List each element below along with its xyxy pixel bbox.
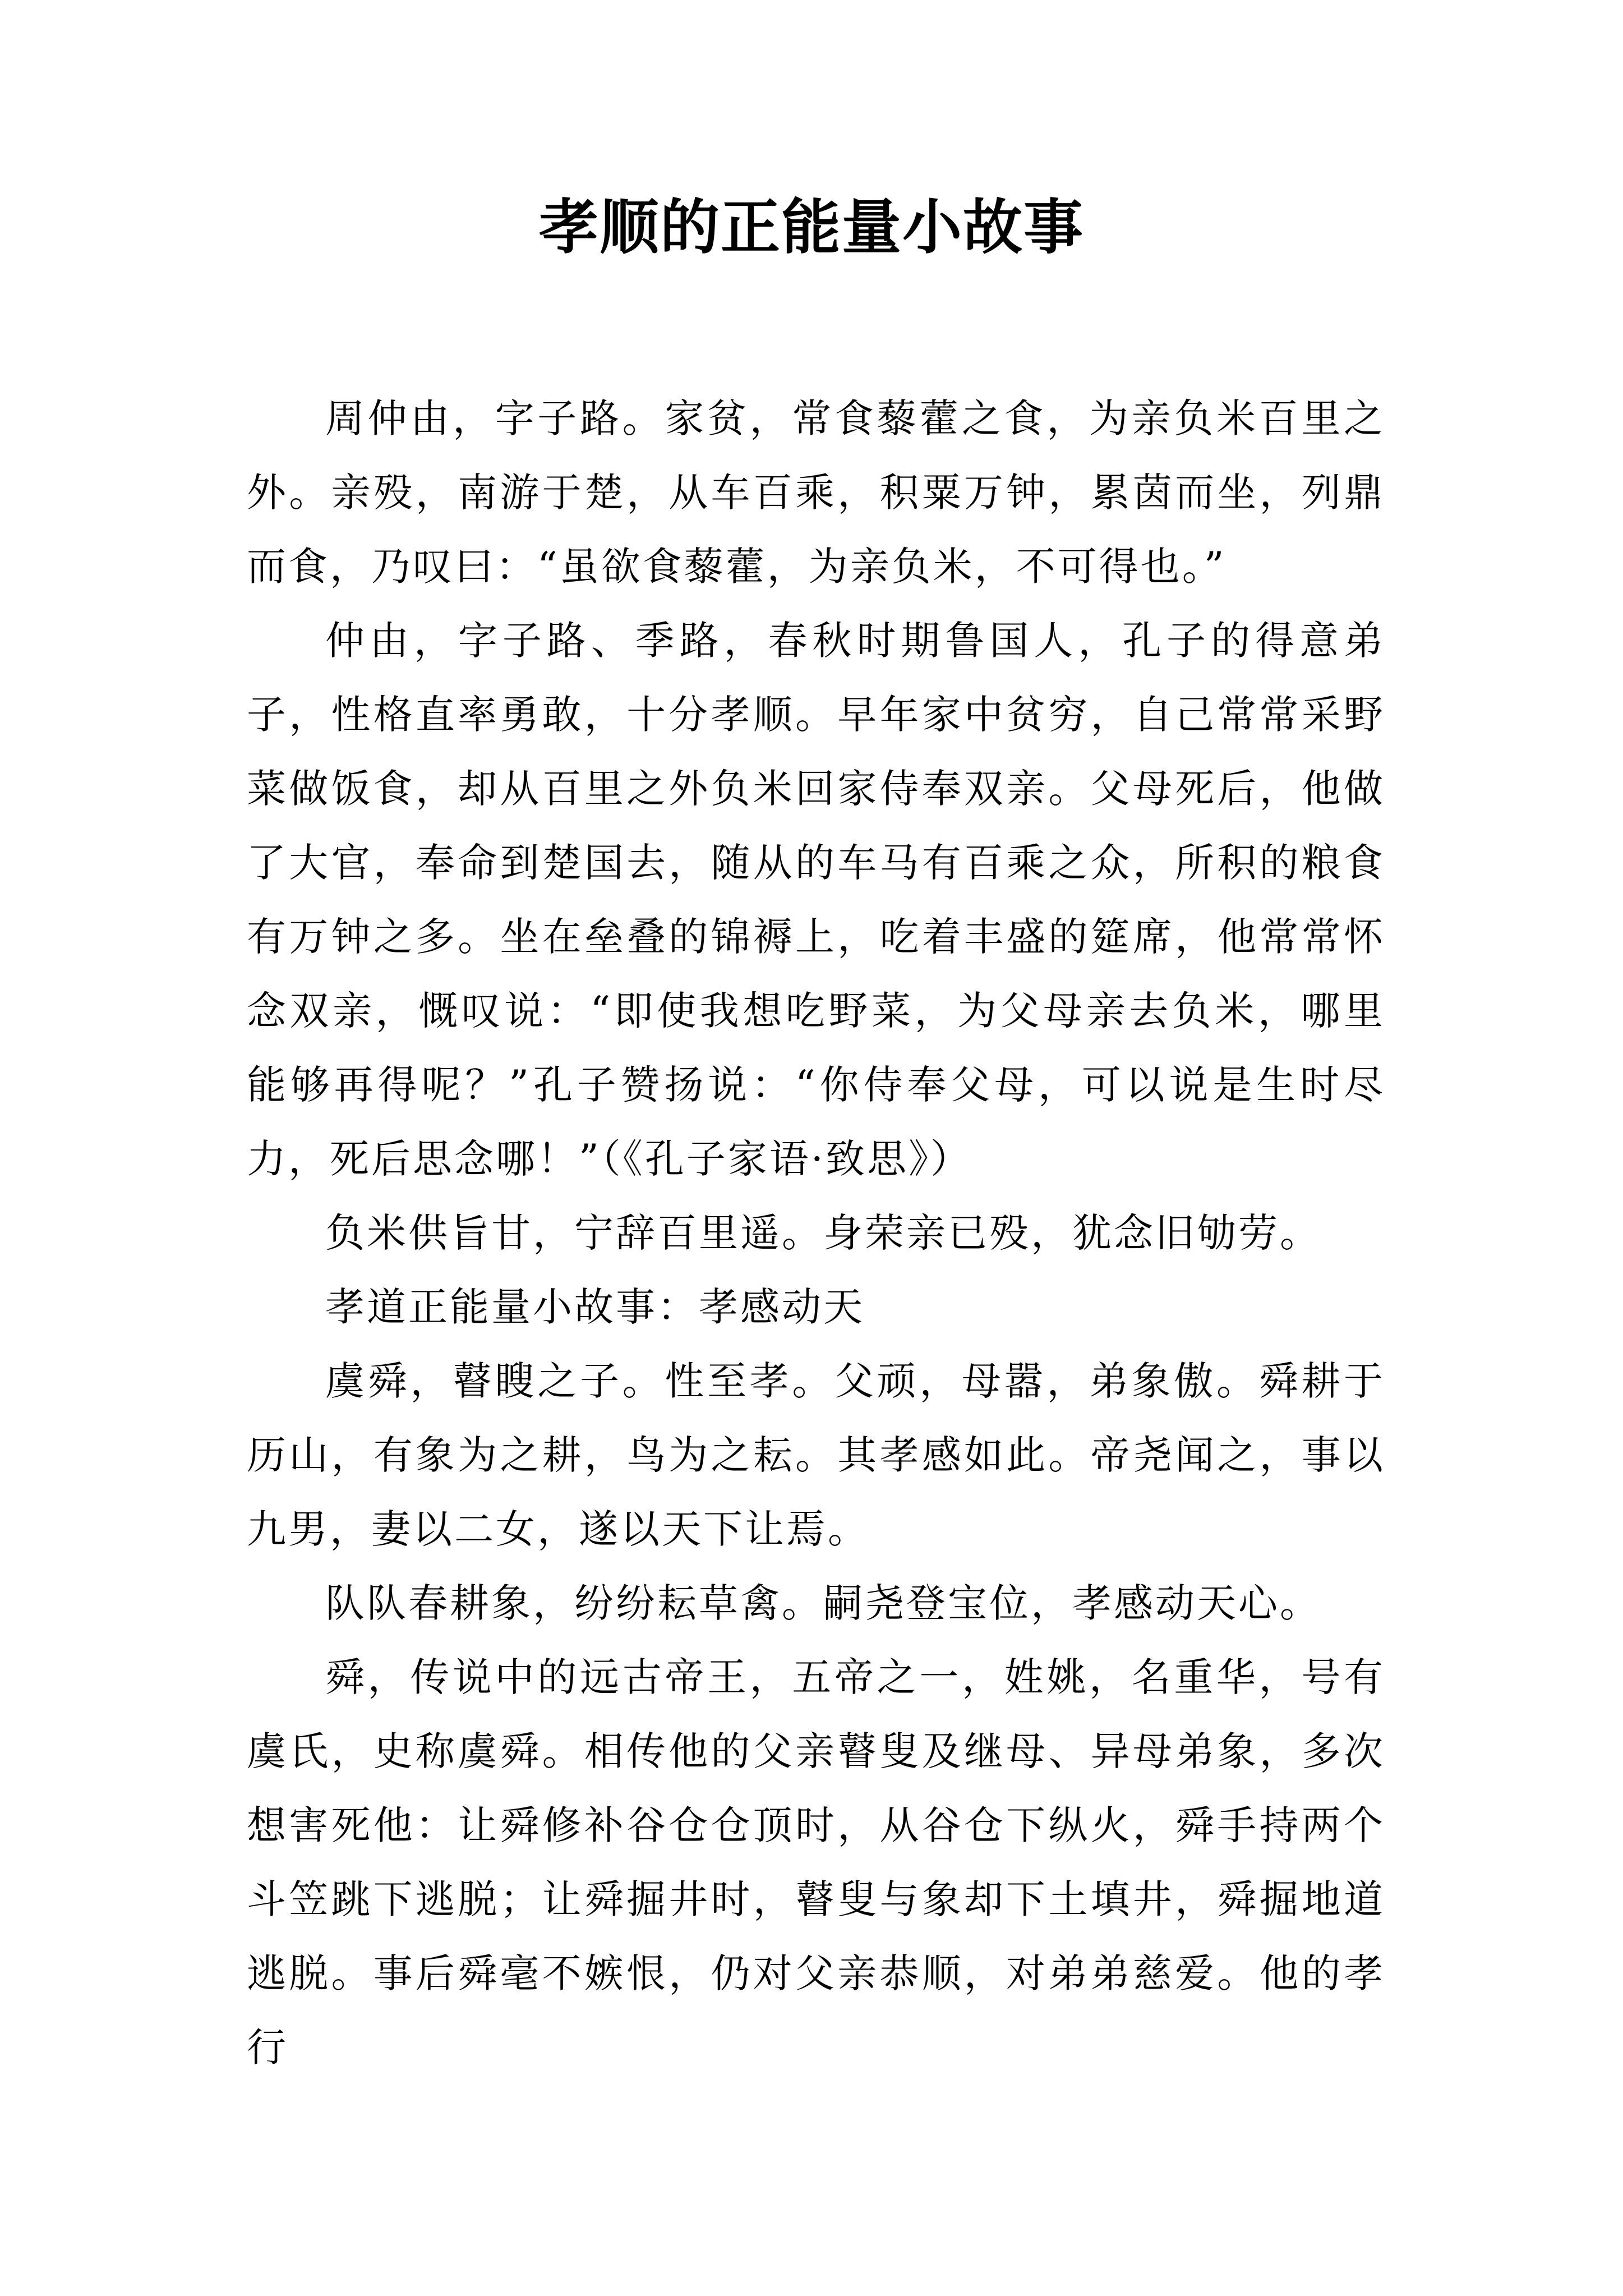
paragraph: 负米供旨甘，宁辞百里遥。身荣亲已殁，犹念旧劬劳。 [325,1210,1321,1256]
paragraph: 孝道正能量小故事：孝感动天 [325,1284,865,1330]
document-title: 孝顺的正能量小故事 [539,192,1084,262]
paragraph: 周仲由，字子路。家贫，常食藜藿之食，为亲负米百里之外。亲殁，南游于楚，从车百乘，积粟万钟，累茵而坐，列鼎而食，乃叹曰：“虽欲食藜藿，为亲负米，不可得也。” [247,395,1385,590]
paragraph: 仲由，字子路、季路，春秋时期鲁国人，孔子的得意弟子，性格直率勇敢，十分孝顺。早年家中贫穷，自己常常采野菜做饭食，却从百里之外负米回家侍奉双亲。父母死后，他做了大官，奉命到楚国去，随从的车马有百乘之众，所积的粮食有万钟之多。坐在垒叠的锦褥上，吃着丰盛的筵席，他常常怀念双亲，慨叹说：“即使我想吃野菜，为父母亲去负米，哪里能够再得呢？”孔子赞扬说：“你侍奉父母，可以说是生时尽力，死后思念哪！”（《孔子家语·致思》） [247,618,1385,1182]
paragraph: 舜，传说中的远古帝王，五帝之一，姓姚，名重华，号有虞氏，史称虞舜。相传他的父亲瞽叟及继母、异母弟象，多次想害死他：让舜修补谷仓仓顶时，从谷仓下纵火，舜手持两个斗笠跳下逃脱；让舜掘井时，瞽叟与象却下土填井，舜掘地道逃脱。事后舜毫不嫉恨，仍对父亲恭顺，对弟弟慈爱。他的孝行 [247,1654,1385,2070]
document-body [247,381,1385,2085]
paragraph: 队队春耕象，纷纷耘草禽。嗣尧登宝位，孝感动天心。 [325,1580,1321,1626]
paragraph: 虞舜，瞽瞍之子。性至孝。父顽，母嚣，弟象傲。舜耕于历山，有象为之耕，鸟为之耘。其孝感如此。帝尧闻之，事以九男，妻以二女，遂以天下让焉。 [247,1358,1385,1552]
